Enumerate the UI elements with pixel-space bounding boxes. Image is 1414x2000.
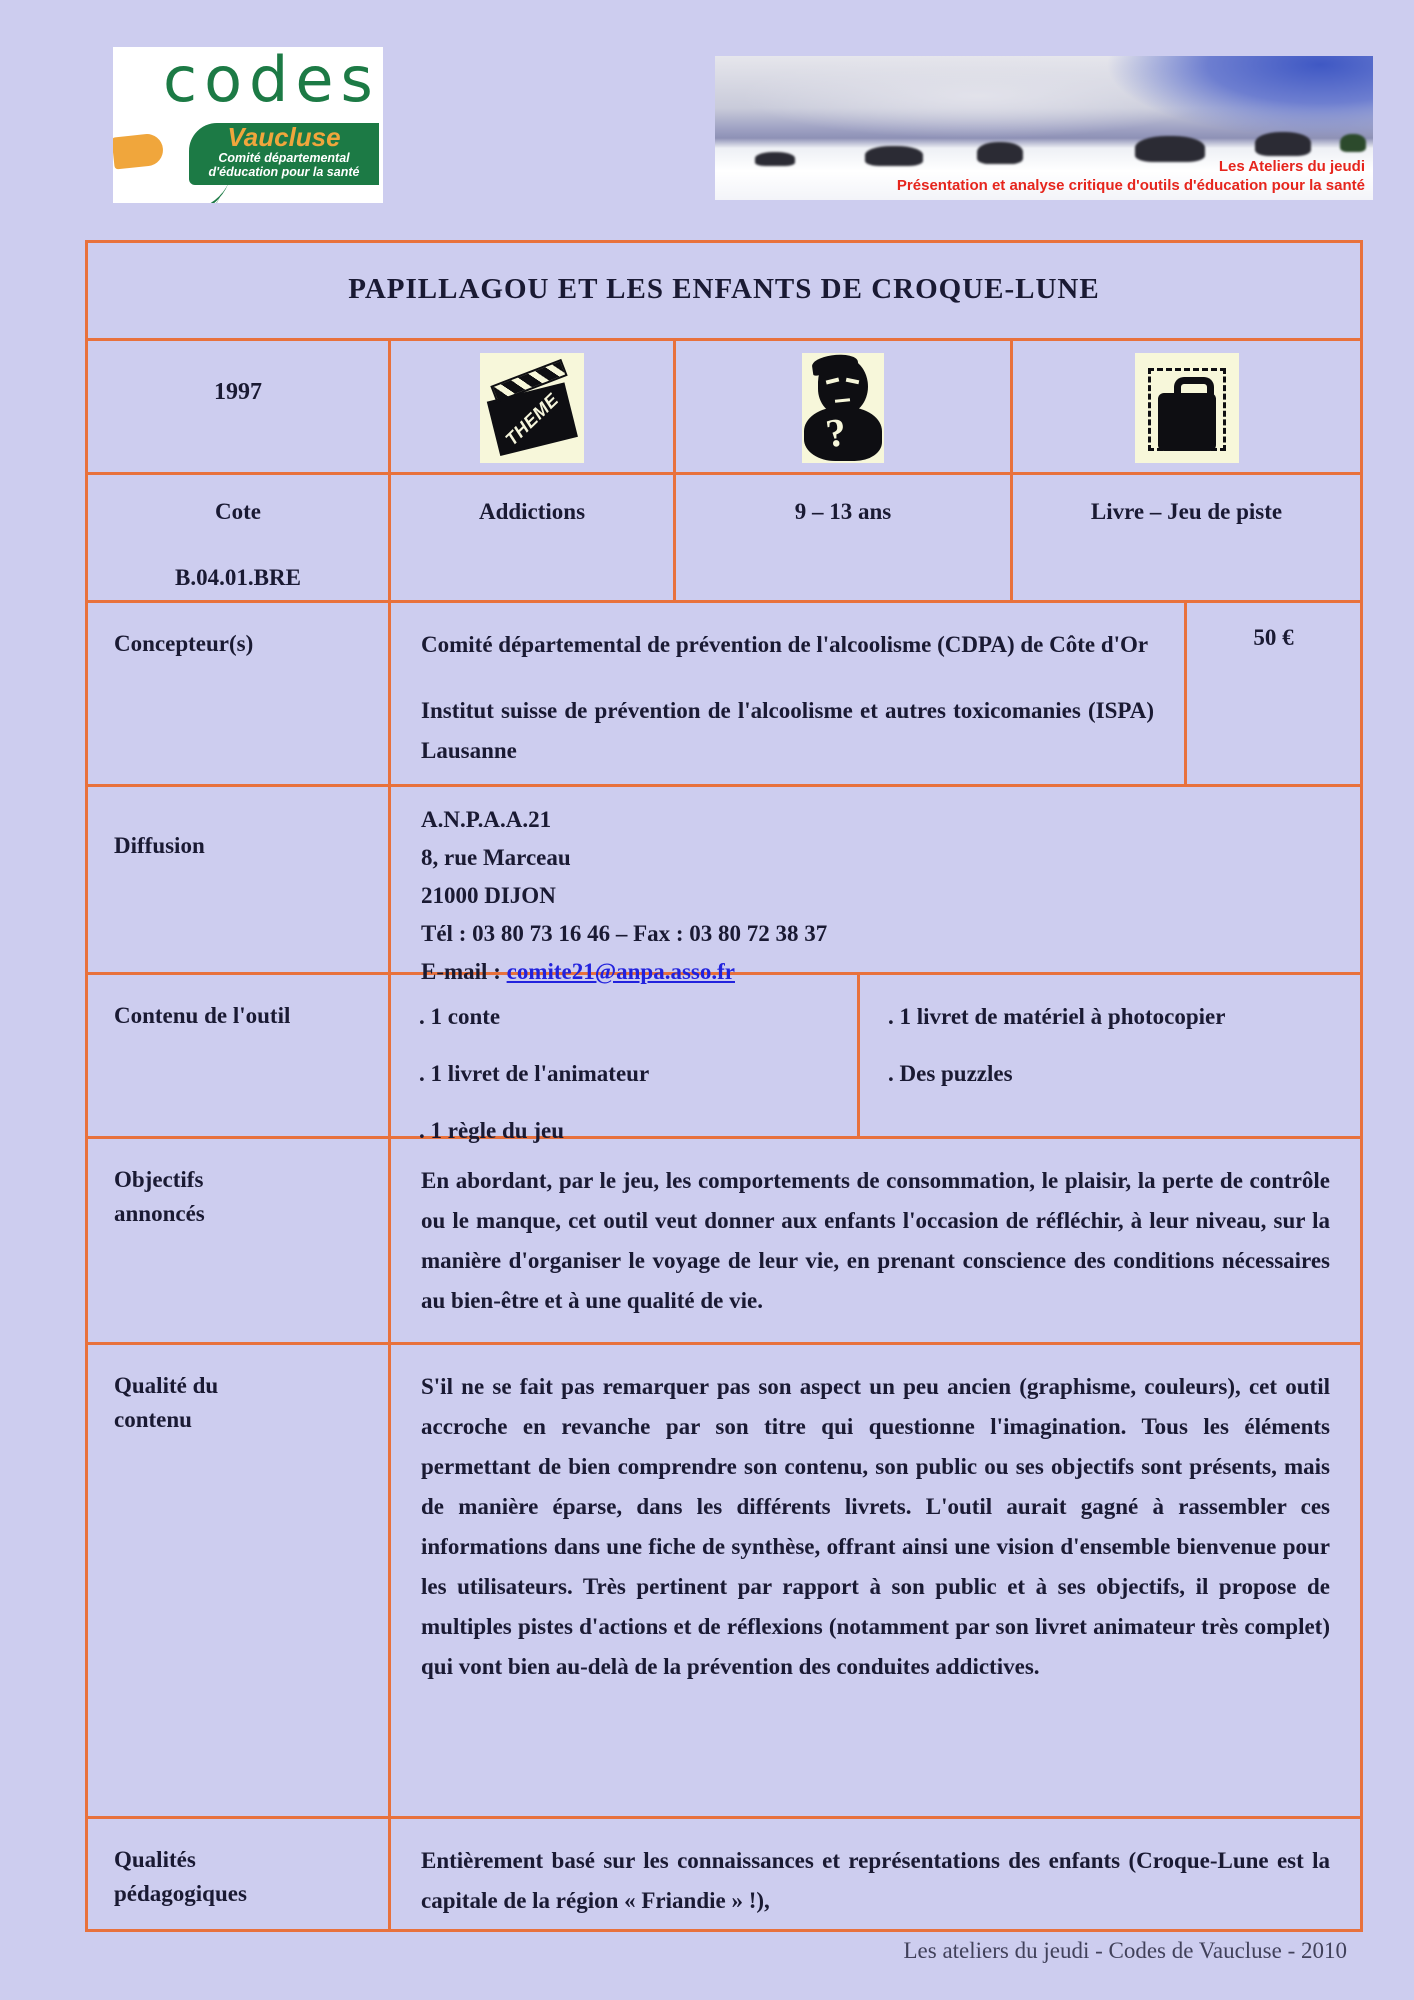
question-mark-glyph: ? — [822, 408, 850, 457]
theme-clapperboard-icon — [480, 353, 584, 463]
public-silhouette-icon — [802, 353, 884, 463]
qualites-pedagogiques-row — [88, 1816, 1360, 1929]
public-icon-cell — [673, 341, 1010, 472]
contenu-list-2 — [857, 975, 1360, 1136]
cote-value: B.04.01.BRE — [175, 565, 301, 590]
logo-subtitle-line2: d'éducation pour la santé — [208, 165, 360, 179]
concepteurs-label: Concepteur(s) — [114, 631, 254, 656]
banner-caption-line2: Présentation et analyse critique d'outils d'éducation pour la santé — [896, 177, 1365, 194]
theme-value: Addictions — [388, 475, 673, 600]
qualites-pedagogiques-label: Qualités pédagogiques — [114, 1847, 247, 1906]
banner-caption-line1: Les Ateliers du jeudi — [1218, 158, 1365, 175]
codes-vaucluse-logo — [113, 47, 383, 203]
page-footer: Les ateliers du jeudi - Codes de Vaucluse - 2010 — [903, 1938, 1347, 1963]
winter-landscape-banner — [715, 56, 1373, 200]
year-cell: 1997 — [214, 379, 262, 405]
theme-icon-cell — [388, 341, 673, 472]
contenu-item: . 1 livret de l'animateur — [419, 1061, 650, 1086]
objectifs-label: Objectifs annoncés — [114, 1167, 205, 1226]
diffusion-address: 8, rue Marceau — [421, 845, 571, 870]
contenu-item: . 1 livret de matériel à photocopier — [888, 1004, 1226, 1029]
contenu-item: . 1 conte — [419, 1004, 501, 1029]
price-value: 50 € — [1184, 603, 1360, 784]
support-type-value: Livre – Jeu de piste — [1010, 475, 1360, 600]
contenu-list-1 — [388, 975, 857, 1143]
logo-brand-text: codes — [163, 47, 380, 116]
objectifs-row — [88, 1136, 1360, 1342]
classification-row — [88, 472, 1360, 600]
cote-cell — [88, 475, 388, 600]
diffusion-row — [88, 784, 1360, 984]
diffusion-city: 21000 DIJON — [421, 883, 556, 908]
concepteur-org1: Comité départemental de prévention de l'alcoolisme (CDPA) de Côte d'Or — [421, 632, 1149, 657]
banner-caption — [897, 157, 1365, 195]
objectifs-text: En abordant, par le jeu, les comportements de consommation, le plaisir, la perte de contrôle ou le manque, cet outil veut donner aux enfants l'occasion de réfléchir, à leur niveau, sur la manière d'organiser le voyage de leur vie, en prenant conscience des conditions nécessaires au bien-être et à une qualité de vie. — [388, 1139, 1360, 1342]
support-suitcase-icon — [1135, 353, 1239, 463]
page-title: PAPILLAGOU ET LES ENFANTS DE CROQUE-LUNE — [348, 273, 1100, 305]
logo-green-band — [189, 123, 379, 185]
diffusion-org: A.N.P.A.A.21 — [421, 807, 552, 832]
contenu-label: Contenu de l'outil — [114, 1003, 291, 1028]
logo-region-text: Vaucluse — [227, 122, 341, 152]
bush-shape — [1255, 132, 1311, 156]
contenu-row — [88, 972, 1360, 1143]
title-row — [88, 243, 1360, 338]
age-range-value: 9 – 13 ans — [673, 475, 1010, 600]
support-icon-cell — [1010, 341, 1360, 472]
contenu-item: . 1 règle du jeu — [419, 1118, 565, 1143]
clapperboard-label: THEME — [501, 388, 563, 449]
email-label: E-mail : — [421, 959, 507, 984]
cote-label: Cote — [215, 499, 261, 524]
bush-shape — [755, 152, 795, 166]
qualite-contenu-row — [88, 1342, 1360, 1816]
qualite-contenu-text: S'il ne se fait pas remarquer pas son aspect un peu ancien (graphisme, couleurs), cet outil accroche en revanche par son titre qui questionne l'imagination. Tous les éléments permettant de bien comprendre son contenu, son public ou ses objectifs sont présents, mais de manière éparse, dans les différents livrets. L'outil aurait gagné à rassembler ces informations dans une fiche de synthèse, offrant ainsi une vision d'ensemble bienvenue pour les utilisateurs. Très pertinent par rapport à son public et à ses objectifs, il propose de multiples pistes d'actions et de réflexions (notamment par son livret animateur très complet) qui vont bien au-delà de la prévention des conduites addictives. — [388, 1345, 1360, 1816]
contenu-item: . Des puzzles — [888, 1061, 1013, 1086]
concepteurs-row — [88, 600, 1360, 784]
logo-subtitle-line1: Comité départemental — [218, 151, 350, 165]
email-link[interactable]: comite21@anpa.asso.fr — [506, 959, 735, 984]
year-icons-row — [88, 338, 1360, 472]
concepteur-org2: Institut suisse de prévention de l'alcoolisme et autres toxicomanies (ISPA) Lausanne — [421, 698, 1154, 763]
diffusion-phone-fax: Tél : 03 80 73 16 46 – Fax : 03 80 72 38 37 — [421, 921, 828, 946]
tool-fact-sheet-table — [85, 240, 1363, 1932]
qualite-contenu-label: Qualité du contenu — [114, 1373, 219, 1432]
diffusion-label: Diffusion — [114, 833, 205, 858]
qualites-pedagogiques-text: Entièrement basé sur les connaissances et représentations des enfants (Croque-Lune est la capitale de la région « Friandie » !), — [388, 1819, 1360, 1929]
concepteurs-content — [388, 603, 1184, 784]
diffusion-content — [388, 787, 1360, 984]
tent-shape — [1340, 134, 1366, 152]
